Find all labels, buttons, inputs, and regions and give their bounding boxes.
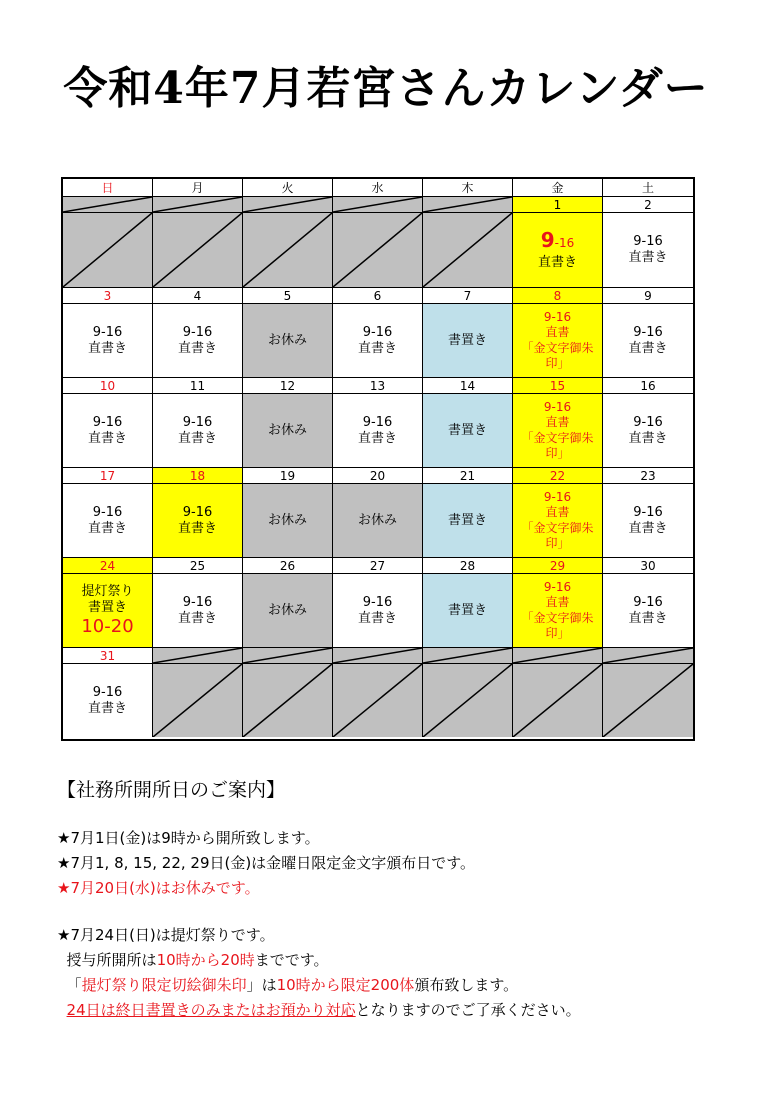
day-14-cell bbox=[423, 394, 513, 468]
notice-line-5 bbox=[57, 948, 757, 973]
date-13: 13 bbox=[333, 378, 423, 394]
day-5-cell bbox=[243, 304, 333, 378]
page-title: 令和4年7月若宮さんカレンダー bbox=[63, 63, 709, 114]
date-4: 4 bbox=[153, 288, 243, 304]
hours-text: 9-16 bbox=[92, 684, 123, 700]
day-15-cell bbox=[513, 394, 603, 468]
note-text: 直書き bbox=[87, 520, 127, 536]
closed-text: お休み bbox=[267, 602, 307, 618]
weekday-fri: 金 bbox=[513, 179, 603, 197]
day-3-cell bbox=[63, 304, 153, 378]
empty-day-cell bbox=[333, 213, 423, 288]
date-8: 8 bbox=[513, 288, 603, 304]
festival-placed-text: 書置き bbox=[87, 599, 127, 615]
gold-text-2: 「金文字御朱 bbox=[521, 430, 594, 445]
date-11: 11 bbox=[153, 378, 243, 394]
hours-text: 9-16 bbox=[182, 594, 213, 610]
office-notice bbox=[57, 775, 757, 1023]
note-text: 直書き bbox=[87, 340, 127, 356]
hours-text: 9-16 bbox=[182, 414, 213, 430]
day-22-cell bbox=[513, 484, 603, 558]
note-text: 直書き bbox=[177, 430, 217, 446]
note-text: 直書き bbox=[87, 700, 127, 716]
day-1-note: 直書き bbox=[537, 255, 577, 270]
closed-text: お休み bbox=[267, 512, 307, 528]
gold-text-1: 直書 bbox=[545, 595, 570, 609]
date-21: 21 bbox=[423, 468, 513, 484]
closed-text: お休み bbox=[267, 332, 307, 348]
note-text: 直書き bbox=[628, 610, 668, 626]
note-text: 直書き bbox=[628, 340, 668, 356]
notice-highlight: 提灯祭り限定切絵御朱印 bbox=[81, 976, 247, 994]
empty-day-cell bbox=[243, 664, 333, 737]
weekday-tue: 火 bbox=[243, 179, 333, 197]
empty-day-cell bbox=[243, 213, 333, 288]
hours-text: 9-16 bbox=[362, 324, 393, 340]
hours-text: 9-16 bbox=[182, 324, 213, 340]
date-22: 22 bbox=[513, 468, 603, 484]
hours-text: 9-16 bbox=[92, 504, 123, 520]
empty-date-cell bbox=[423, 197, 513, 213]
hours-text: 9-16 bbox=[182, 504, 213, 520]
date-20: 20 bbox=[333, 468, 423, 484]
notice-line-2: ★7月1, 8, 15, 22, 29日(金)は金曜日限定金文字頒布日です。 bbox=[57, 854, 475, 872]
day-20-cell bbox=[333, 484, 423, 558]
date-17: 17 bbox=[63, 468, 153, 484]
empty-day-cell bbox=[63, 213, 153, 288]
day-19-cell bbox=[243, 484, 333, 558]
notice-line-7 bbox=[57, 998, 757, 1023]
day-8-cell bbox=[513, 304, 603, 378]
notice-highlight: 10時から限定200体 bbox=[276, 976, 415, 994]
empty-day-cell bbox=[333, 664, 423, 737]
placed-text: 書置き bbox=[447, 422, 487, 438]
notice-text: 頒布致します。 bbox=[414, 976, 519, 994]
note-text: 直書き bbox=[357, 430, 397, 446]
empty-date-cell bbox=[333, 648, 423, 664]
placed-text: 書置き bbox=[447, 332, 487, 348]
weekday-sun: 日 bbox=[63, 179, 153, 197]
weekday-mon: 月 bbox=[153, 179, 243, 197]
date-3: 3 bbox=[63, 288, 153, 304]
note-text: 直書き bbox=[177, 520, 217, 536]
empty-date-cell bbox=[63, 197, 153, 213]
hours-text: 9-16 bbox=[92, 414, 123, 430]
date-5: 5 bbox=[243, 288, 333, 304]
notice-text: 「 bbox=[66, 976, 82, 994]
calendar-grid bbox=[61, 177, 695, 741]
weekday-wed: 水 bbox=[333, 179, 423, 197]
empty-day-cell bbox=[153, 213, 243, 288]
date-7: 7 bbox=[423, 288, 513, 304]
note-text: 直書き bbox=[628, 430, 668, 446]
notice-text: までです。 bbox=[254, 951, 329, 969]
hours-text: 9-16 bbox=[543, 399, 572, 414]
date-26: 26 bbox=[243, 558, 333, 574]
note-text: 直書き bbox=[357, 340, 397, 356]
day-30-cell bbox=[603, 574, 693, 648]
festival-hours-text: 10-20 bbox=[81, 615, 134, 637]
date-16: 16 bbox=[603, 378, 693, 394]
hours-text: 9-16 bbox=[92, 324, 123, 340]
date-10: 10 bbox=[63, 378, 153, 394]
notice-text: 」は bbox=[246, 976, 277, 994]
date-25: 25 bbox=[153, 558, 243, 574]
date-30: 30 bbox=[603, 558, 693, 574]
gold-text-1: 直書 bbox=[545, 415, 570, 429]
date-31: 31 bbox=[63, 648, 153, 664]
empty-date-cell bbox=[513, 648, 603, 664]
empty-day-cell bbox=[513, 664, 603, 737]
note-text: 直書き bbox=[177, 610, 217, 626]
day-24-cell bbox=[63, 574, 153, 648]
notice-line-4: ★7月24日(日)は提灯祭りです。 bbox=[57, 926, 275, 944]
festival-text: 提灯祭り bbox=[81, 583, 134, 599]
gold-text-3: 印」 bbox=[545, 536, 570, 550]
date-15: 15 bbox=[513, 378, 603, 394]
gold-text-1: 直書 bbox=[545, 325, 570, 339]
hours-text: 9-16 bbox=[633, 234, 663, 249]
date-19: 19 bbox=[243, 468, 333, 484]
empty-day-cell bbox=[153, 664, 243, 737]
day-10-cell bbox=[63, 394, 153, 468]
note-text: 直書き bbox=[357, 610, 397, 626]
gold-text-3: 印」 bbox=[545, 626, 570, 640]
placed-text: 書置き bbox=[447, 512, 487, 528]
gold-text-1: 直書 bbox=[545, 505, 570, 519]
day-23-cell bbox=[603, 484, 693, 558]
empty-date-cell bbox=[423, 648, 513, 664]
hours-text: 9-16 bbox=[543, 579, 572, 594]
hours-text: 9-16 bbox=[543, 309, 572, 324]
closed-text: お休み bbox=[267, 422, 307, 438]
notice-highlight: 24日は終日書置きのみまたはお預かり対応 bbox=[66, 1001, 356, 1019]
day-6-cell bbox=[333, 304, 423, 378]
notice-text: となりますのでご了承ください。 bbox=[355, 1001, 581, 1019]
day-13-cell bbox=[333, 394, 423, 468]
notice-highlight: 10時から20時 bbox=[156, 951, 255, 969]
day-7-cell bbox=[423, 304, 513, 378]
empty-date-cell bbox=[243, 197, 333, 213]
notice-line-6 bbox=[57, 973, 757, 998]
date-23: 23 bbox=[603, 468, 693, 484]
notice-text: 授与所開所は bbox=[66, 951, 157, 969]
hours-text: 9-16 bbox=[362, 414, 393, 430]
note-text: 直書き bbox=[628, 250, 668, 265]
date-12: 12 bbox=[243, 378, 333, 394]
day-29-cell bbox=[513, 574, 603, 648]
day-27-cell bbox=[333, 574, 423, 648]
notice-line-1: ★7月1日(金)は9時から開所致します。 bbox=[57, 829, 320, 847]
note-text: 直書き bbox=[628, 520, 668, 536]
empty-date-cell bbox=[243, 648, 333, 664]
date-6: 6 bbox=[333, 288, 423, 304]
weekday-thu: 木 bbox=[423, 179, 513, 197]
day-4-cell bbox=[153, 304, 243, 378]
weekday-sat: 土 bbox=[603, 179, 693, 197]
date-2: 2 bbox=[603, 197, 693, 213]
empty-date-cell bbox=[153, 197, 243, 213]
day-9-cell bbox=[603, 304, 693, 378]
day-31-cell bbox=[63, 664, 153, 737]
day-18-cell bbox=[153, 484, 243, 558]
day-1-hours: 9-16 bbox=[540, 228, 575, 252]
day-21-cell bbox=[423, 484, 513, 558]
empty-day-cell bbox=[423, 664, 513, 737]
hours-text: 9-16 bbox=[543, 489, 572, 504]
date-28: 28 bbox=[423, 558, 513, 574]
hours-text: 9-16 bbox=[362, 594, 393, 610]
day-16-cell bbox=[603, 394, 693, 468]
notice-heading: 【社務所開所日のご案内】 bbox=[57, 779, 286, 801]
note-text: 直書き bbox=[177, 340, 217, 356]
day-26-cell bbox=[243, 574, 333, 648]
empty-date-cell bbox=[153, 648, 243, 664]
gold-text-3: 印」 bbox=[545, 446, 570, 460]
empty-day-cell bbox=[423, 213, 513, 288]
empty-date-cell bbox=[333, 197, 423, 213]
notice-line-3: ★7月20日(水)はお休みです。 bbox=[57, 879, 260, 897]
day-28-cell bbox=[423, 574, 513, 648]
date-29: 29 bbox=[513, 558, 603, 574]
hours-text: 9-16 bbox=[633, 504, 663, 520]
gold-text-2: 「金文字御朱 bbox=[521, 610, 594, 625]
closed-text: お休み bbox=[357, 512, 397, 528]
empty-day-cell bbox=[603, 664, 693, 737]
gold-text-3: 印」 bbox=[545, 356, 570, 370]
day-11-cell bbox=[153, 394, 243, 468]
day-17-cell bbox=[63, 484, 153, 558]
note-text: 直書き bbox=[87, 430, 127, 446]
placed-text: 書置き bbox=[447, 602, 487, 618]
date-9: 9 bbox=[603, 288, 693, 304]
date-27: 27 bbox=[333, 558, 423, 574]
gold-text-2: 「金文字御朱 bbox=[521, 340, 594, 355]
day-25-cell bbox=[153, 574, 243, 648]
empty-date-cell bbox=[603, 648, 693, 664]
date-18: 18 bbox=[153, 468, 243, 484]
date-1: 1 bbox=[513, 197, 603, 213]
hours-text: 9-16 bbox=[633, 414, 663, 430]
day-1-cell bbox=[513, 213, 603, 288]
hours-text: 9-16 bbox=[633, 324, 663, 340]
day-12-cell bbox=[243, 394, 333, 468]
date-14: 14 bbox=[423, 378, 513, 394]
hours-text: 9-16 bbox=[633, 594, 663, 610]
date-24: 24 bbox=[63, 558, 153, 574]
day-2-cell bbox=[603, 213, 693, 288]
gold-text-2: 「金文字御朱 bbox=[521, 520, 594, 535]
